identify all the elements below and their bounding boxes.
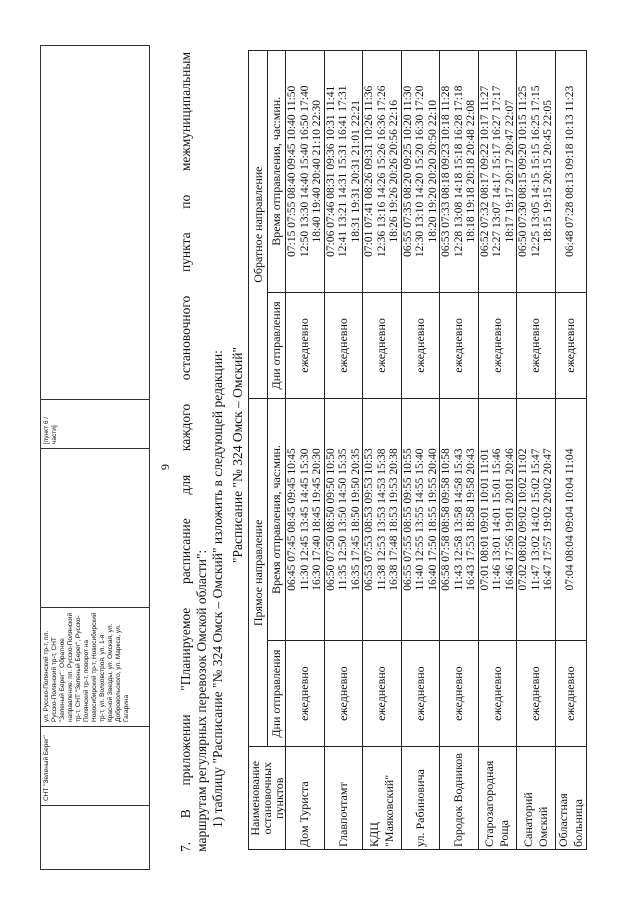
times-forward bbox=[555, 399, 586, 641]
times-forward bbox=[401, 399, 440, 641]
header-backward: Обратное направление bbox=[249, 51, 268, 399]
time-line: 18:40 19:40 20:40 21:10 22:30 bbox=[311, 100, 323, 243]
header-days-forward: Дни отправления bbox=[267, 640, 286, 747]
days-backward: ежедневно bbox=[401, 292, 440, 399]
stop-name: КДЦ "Маяковский" bbox=[363, 747, 402, 850]
days-backward: ежедневно bbox=[286, 292, 325, 399]
days-forward: ежедневно bbox=[401, 640, 440, 747]
table-title: "Расписание "№ 324 Омск – Омский" bbox=[230, 347, 245, 563]
time-line: 12:27 13:07 14:17 15:17 16:27 17:17 bbox=[491, 85, 503, 258]
paragraph-line: 1) таблицу "Расписание "№ 324 Омск – Омский" изложить в следующей редакции: bbox=[210, 350, 225, 828]
stop-name: Санаторий Омский bbox=[517, 747, 556, 850]
table-row bbox=[517, 51, 556, 850]
times-forward bbox=[286, 399, 325, 641]
time-line: 12:25 13:05 14:15 15:15 16:25 17:15 bbox=[529, 85, 542, 258]
time-line: 07:15 07:55 08:40 09:45 10:40 11:50 bbox=[286, 85, 298, 257]
time-line: 18:18 19:18 20:18 20:48 22:08 bbox=[465, 100, 477, 243]
time-line: 06:45 07:45 08:45 09:45 10:45 bbox=[286, 448, 298, 591]
times-backward bbox=[478, 51, 517, 293]
previous-table-fragment bbox=[40, 45, 150, 870]
stop-name: ул. Рабиновича bbox=[401, 747, 440, 850]
time-line: 12:30 13:10 14:20 15:20 16:30 17:20 bbox=[414, 85, 426, 258]
stop-name: Старозагородная Роща bbox=[478, 747, 517, 850]
time-line: 07:01 07:41 08:26 09:31 10:26 11:36 bbox=[363, 85, 375, 257]
prev-table-cell-empty bbox=[41, 806, 150, 870]
time-line: 06:53 07:33 08:18 09:23 10:18 11:28 bbox=[440, 85, 452, 257]
times-backward bbox=[517, 51, 556, 293]
paragraph-line: маршрутам регулярных перевозок Омской области": bbox=[194, 549, 209, 852]
time-line: 07:04 08:04 09:04 10:04 11:04 bbox=[564, 448, 577, 591]
time-line: 07:01 08:01 09:01 10:01 11:01 bbox=[478, 448, 491, 591]
prev-table-cell-stop: СНТ "Зеленый Берег" bbox=[41, 727, 150, 806]
times-forward bbox=[517, 399, 556, 641]
days-forward: ежедневно bbox=[286, 640, 325, 747]
time-line: 11:35 12:50 13:50 14:50 15:35 bbox=[337, 448, 349, 591]
table-row bbox=[555, 51, 586, 850]
paragraph-line: 7. В приложении "Планируемое расписание для каждого остановочного пункта по межмуниципальным bbox=[178, 52, 193, 852]
time-line: 16:40 17:50 18:55 19:55 20:40 bbox=[426, 448, 439, 591]
days-backward: ежедневно bbox=[517, 292, 556, 399]
times-backward bbox=[440, 51, 479, 293]
days-forward: ежедневно bbox=[324, 640, 363, 747]
header-stop: Наименование остановочных пунктов bbox=[249, 747, 286, 850]
times-backward bbox=[555, 51, 586, 293]
time-line: 11:38 12:53 13:53 14:53 15:38 bbox=[375, 448, 388, 591]
header-forward: Прямое направление bbox=[249, 399, 268, 747]
times-forward bbox=[324, 399, 363, 641]
prev-table-cell-empty bbox=[41, 449, 150, 608]
times-backward bbox=[363, 51, 402, 293]
days-backward: ежедневно bbox=[324, 292, 363, 399]
days-backward: ежедневно bbox=[478, 292, 517, 399]
time-line: 07:06 07:46 08:31 09:36 10:31 11:41 bbox=[324, 85, 337, 257]
time-line: 11:43 12:58 13:58 14:58 15:43 bbox=[452, 448, 465, 591]
days-backward: ежедневно bbox=[440, 292, 479, 399]
time-line: 16:38 17:48 18:53 19:53 20:38 bbox=[388, 448, 400, 591]
time-line: 11:30 12:45 13:45 14:45 15:30 bbox=[298, 448, 311, 591]
rotated-content bbox=[40, 40, 600, 870]
times-forward bbox=[440, 399, 479, 641]
days-forward: ежедневно bbox=[478, 640, 517, 747]
page-number: 9 bbox=[158, 464, 172, 470]
time-line: 06:50 07:30 08:15 09:20 10:15 11:25 bbox=[517, 85, 529, 257]
time-line: 12:36 13:16 14:26 15:26 16:36 17:26 bbox=[375, 85, 388, 258]
table-row bbox=[440, 51, 479, 850]
times-backward bbox=[401, 51, 440, 293]
time-line: 12:50 13:30 14:40 15:40 16:50 17:40 bbox=[298, 85, 311, 258]
prev-table-cell-empty bbox=[41, 46, 150, 400]
times-backward bbox=[324, 51, 363, 293]
time-line: 18:26 19:26 20:26 20:56 22:16 bbox=[388, 100, 400, 243]
table-row bbox=[363, 51, 402, 850]
time-line: 06:48 07:28 08:13 09:18 10:13 11:23 bbox=[564, 85, 577, 257]
prev-table-cell-route: ул. Русско-Полянский тр-т, пл. Русско-Полянский тр-т, СНТ "Зеленый Берег". Обратное направление: пл. Русско-Полянский тр-т, СНТ "Зеленый Берег", Русско-Полянский тр-т, поворот на Новосибирский тр-т, Новосибирский тр-т, ул. Волховстроя, ул. 1-я Красной Звезды, ул. Омская, ул. Добровольского, ул. Маркса, ул. Гагарина bbox=[41, 608, 150, 727]
stop-name: Главпочтамт bbox=[324, 747, 363, 850]
time-line: 06:50 07:50 08:50 09:50 10:50 bbox=[324, 448, 337, 591]
time-line: 18:17 19:17 20:17 20:47 22:07 bbox=[503, 100, 516, 243]
time-line: 06:55 07:55 08:55 09:55 10:55 bbox=[401, 448, 414, 591]
table-row bbox=[286, 51, 325, 850]
header-days-backward: Дни отправления bbox=[267, 292, 286, 399]
time-line: 11:47 13:02 14:02 15:02 15:47 bbox=[529, 448, 542, 591]
amendment-paragraph bbox=[178, 52, 226, 852]
time-line: 06:52 07:32 08:17 09:22 10:17 11:27 bbox=[478, 85, 491, 257]
days-backward: ежедневно bbox=[555, 292, 586, 399]
days-forward: ежедневно bbox=[363, 640, 402, 747]
header-times-backward: Время отправления, час:мин. bbox=[267, 51, 286, 293]
table-row bbox=[324, 51, 363, 850]
time-line: 16:47 17:57 19:02 20:02 20:47 bbox=[542, 448, 554, 591]
stop-name: Областная больница bbox=[555, 747, 586, 850]
time-line: 16:35 17:45 18:50 19:50 20:35 bbox=[349, 448, 362, 591]
time-line: 12:28 13:08 14:18 15:18 16:28 17:18 bbox=[452, 85, 465, 258]
time-line: 11:40 12:55 13:55 14:55 15:40 bbox=[414, 448, 426, 591]
time-line: 06:58 07:58 08:58 09:58 10:58 bbox=[440, 448, 452, 591]
time-line: 16:30 17:40 18:45 19:45 20:30 bbox=[311, 448, 323, 591]
days-forward: ежедневно bbox=[517, 640, 556, 747]
times-backward bbox=[286, 51, 325, 293]
time-line: 18:20 19:20 20:20 20:50 22:10 bbox=[426, 100, 439, 243]
days-forward: ежедневно bbox=[555, 640, 586, 747]
time-line: 12:41 13:21 14:31 15:31 16:41 17:31 bbox=[337, 85, 349, 258]
stop-name: Дом Туриста bbox=[286, 747, 325, 850]
prev-table-cell-note: [пункт 6 / части] bbox=[41, 400, 150, 449]
time-line: 07:02 08:02 09:02 10:02 11:02 bbox=[517, 448, 529, 591]
schedule-table bbox=[248, 50, 587, 850]
time-line: 18:15 19:15 20:15 20:45 22:05 bbox=[542, 100, 554, 243]
table-row bbox=[401, 51, 440, 850]
time-line: 18:31 19:31 20:31 21:01 22:21 bbox=[349, 100, 362, 243]
table-row bbox=[478, 51, 517, 850]
times-forward bbox=[478, 399, 517, 641]
days-forward: ежедневно bbox=[440, 640, 479, 747]
time-line: 06:53 07:53 08:53 09:53 10:53 bbox=[363, 448, 375, 591]
times-forward bbox=[363, 399, 402, 641]
stop-name: Городок Водников bbox=[440, 747, 479, 850]
time-line: 16:43 17:53 18:58 19:58 20:43 bbox=[465, 448, 477, 591]
time-line: 06:55 07:35 08:20 09:25 10:20 11:30 bbox=[401, 85, 414, 257]
header-times-forward: Время отправления, час:мин. bbox=[267, 399, 286, 641]
time-line: 11:46 13:01 14:01 15:01 15:46 bbox=[491, 448, 503, 591]
days-backward: ежедневно bbox=[363, 292, 402, 399]
time-line: 16:46 17:56 19:01 20:01 20:46 bbox=[503, 448, 516, 591]
